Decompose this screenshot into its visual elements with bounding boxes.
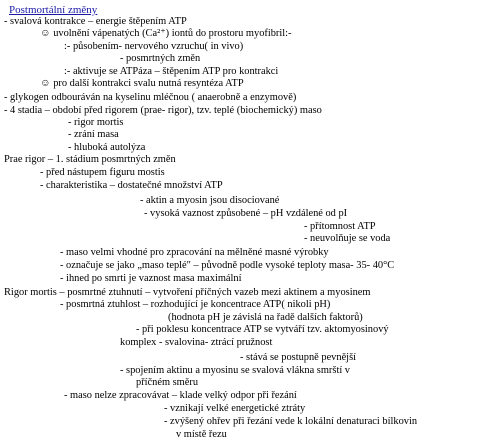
text-line: - svalová kontrakce – energie štěpením ATP (4, 16, 187, 27)
text-line: ☺ uvolnění vápenatých (Ca²⁺) iontů do prostoru myofibril:- (40, 28, 292, 39)
text-line: - zrání masa (68, 129, 119, 140)
text-line: - stává se postupně pevnější (240, 352, 357, 363)
text-line: v místě řezu (176, 429, 227, 440)
text-line: - glykogen odbouráván na kyselinu mléčnou ( anaerobně a enzymově) (4, 92, 297, 103)
text-line: příčném směru (136, 377, 199, 388)
text-line: :- působením- nervového vzruchu( in vivo) (64, 41, 244, 52)
text-line: - aktin a myosin jsou disociované (140, 195, 280, 206)
text-line: (hodnota pH je závislá na řadě dalších faktorů) (168, 312, 363, 323)
text-line: - vysoká vaznost způsobené – pH vzdálené od pI (144, 208, 348, 219)
text-line: komplex - svalovina- ztrácí pružnost (120, 337, 273, 348)
text-line: ☺ pro další kontrakci svalu nutná resyntéza ATP (40, 78, 244, 89)
text-line: :- aktivuje se ATPáza – štěpením ATP pro kontrakci (64, 66, 279, 77)
text-line: - ihned po smrti je vaznost masa maximální (60, 273, 242, 284)
text-line: - posmrtná ztuhlost – rozhodující je koncentrace ATP( nikoli pH) (60, 299, 331, 310)
text-line: - přítomnost ATP (304, 221, 376, 232)
text-line: - maso velmi vhodné pro zpracování na mělněné masné výrobky (60, 247, 329, 258)
document-title: Postmortální změny (9, 4, 98, 16)
text-line: - hluboká autolýza (68, 142, 146, 153)
text-line: - spojením aktinu a myosinu se svalová vlákna smrští v (120, 365, 351, 376)
text-line: - maso nelze zpracovávat – klade velký odpor při řezání (64, 390, 297, 401)
text-line: - neuvolňuje se voda (304, 233, 391, 244)
text-line: - zvýšený ohřev při řezání vede k lokální denaturaci bílkovin (164, 416, 418, 427)
section-heading: Prae rigor – 1. stádium posmrtných změn (4, 154, 176, 165)
text-line: - 4 stadia – období před rigorem (prae- rigor), tzv. teplé (biochemický) maso (4, 105, 322, 116)
text-line: - před nástupem figuru mostis (40, 167, 165, 178)
text-line: - charakteristika – dostatečné množství ATP (40, 180, 223, 191)
section-heading: Rigor mortis – posmrtné ztuhnutí – vytvoření příčných vazeb mezi aktinem a myosinem (4, 287, 371, 298)
text-line: - označuje se jako „maso teplé" – původně podle vysoké teploty masa- 35- 40°C (60, 260, 395, 271)
text-line: - rigor mortis (68, 117, 124, 128)
text-line: - při poklesu koncentrace ATP se vytváří tzv. aktomyosinový (136, 324, 389, 335)
text-line: - posmrtných změn (120, 53, 201, 64)
text-line: - vznikají velké energetické ztráty (164, 403, 306, 414)
